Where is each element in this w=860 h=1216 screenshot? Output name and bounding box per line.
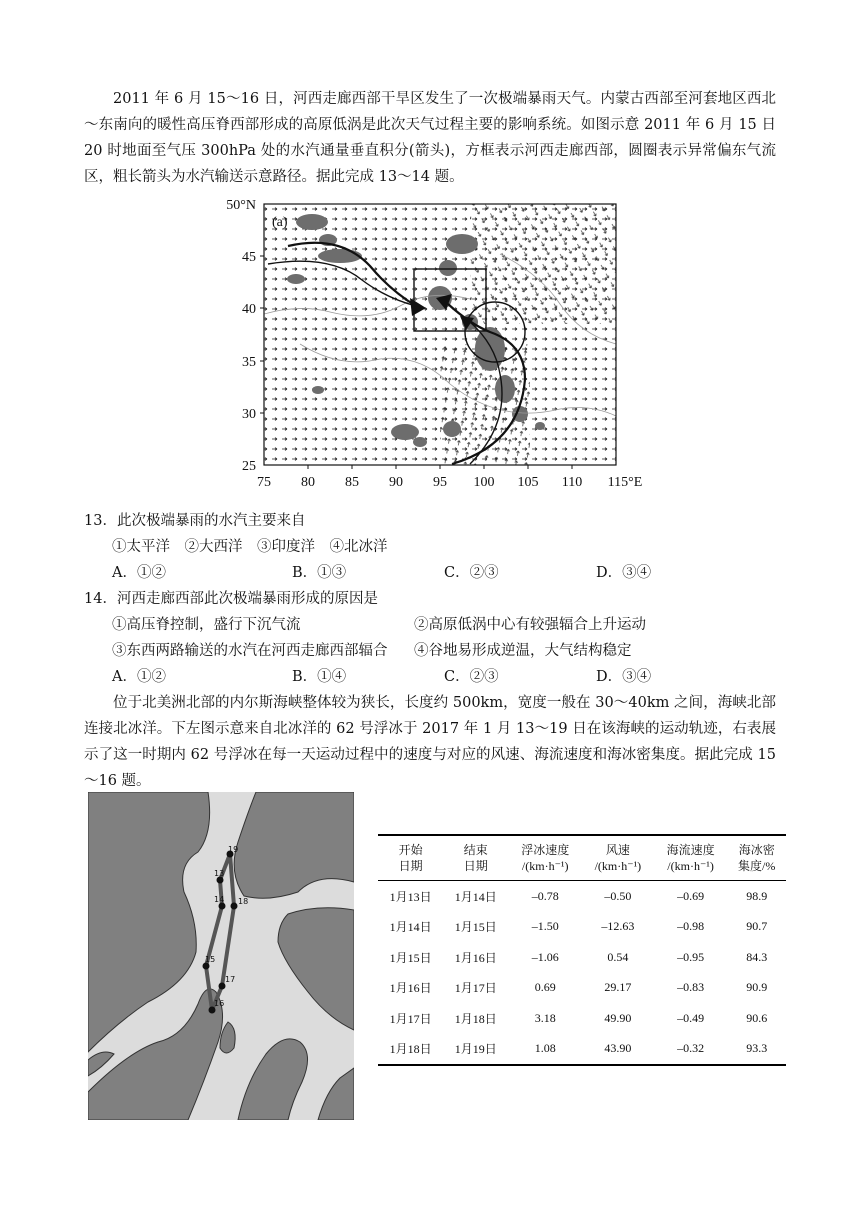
option-13-b: B．①③: [292, 565, 347, 581]
table-cell: 90.7: [746, 919, 768, 934]
header-floe-speed: 浮冰速度 /(km·h⁻¹): [508, 835, 582, 881]
question-14-item-1: ①高压脊控制，盛行下沉气流: [112, 617, 301, 633]
y-tick-label: 50°N: [226, 198, 256, 213]
header-current-speed: 海流速度 /(km·h⁻¹): [654, 835, 728, 881]
table-cell: 1月17日: [454, 981, 497, 996]
table-cell: –0.69: [677, 888, 705, 903]
track-label: 17: [225, 975, 236, 984]
table-cell: 1月18日: [454, 1011, 497, 1026]
header-start-date: 开始 日期: [378, 835, 443, 881]
track-label: 14: [214, 895, 225, 904]
table-cell: –0.50: [604, 888, 632, 903]
table-row: [378, 942, 786, 973]
question-14-item-3: ③东西两路输送的水汽在河西走廊西部辐合: [112, 643, 388, 659]
table-cell: –0.32: [654, 1034, 728, 1066]
table-cell: 0.54: [607, 949, 629, 964]
table-cell: 90.6: [746, 1010, 768, 1025]
x-tick-label: 90: [389, 475, 403, 490]
x-tick-label: 80: [301, 475, 315, 490]
table-cell: 1月18日: [378, 1034, 443, 1066]
option-13-a: A．①②: [112, 565, 166, 581]
table-cell: 29.17: [604, 980, 632, 995]
table-cell: 1月15日: [389, 950, 432, 965]
y-tick-label: 40: [242, 302, 256, 317]
intro-paragraph-15-16: 位于北美洲北部的内尔斯海峡整体较为狭长，长度约 500km，宽度一般在 30～40km 之间，海峡北部连接北冰洋。下左图示意来自北冰洋的 62 号浮冰于 2017 年 1 月 13～19 日在该海峡的运动轨迹，右表展示了这一时期内 62 号浮冰在每一天运动过程中的速度与对应的风速、海流速度和海冰密集度。据此完成 15～16 题。: [84, 695, 776, 789]
x-tick-label: 110: [561, 475, 583, 490]
x-tick-label: 100: [473, 475, 495, 490]
table-cell: 1月19日: [443, 1034, 508, 1066]
option-14-b: B．①④: [292, 669, 347, 685]
intro-paragraph-13-14: 2011 年 6 月 15～16 日，河西走廊西部干旱区发生了一次极端暴雨天气。内蒙古西部至河套地区西北～东南向的暖性高压脊西部形成的高原低涡是此次天气过程主要的影响系统。如图示意 2011 年 6 月 15 日 20 时地面至气压 300hPa 处的水汽通量垂直积分(箭头)，方框表示河西走廊西部，圆圈表示异常偏东气流区，粗长箭头为水汽输送示意路径。据此完成 13～14 题。: [84, 91, 776, 185]
table-cell: 1月15日: [454, 920, 497, 935]
question-14-stem: 14．河西走廊西部此次极端暴雨形成的原因是: [84, 591, 378, 607]
y-tick-label: 45: [242, 250, 256, 265]
ice-floe-track-map: [88, 792, 354, 1120]
y-tick-label: 25: [242, 459, 256, 474]
table-cell: –0.98: [677, 919, 705, 934]
panel-label: (a): [272, 215, 288, 230]
table-cell: –0.95: [677, 949, 705, 964]
option-14-c: C．②③: [444, 669, 499, 685]
table-cell: 84.3: [746, 949, 768, 964]
option-13-c: C．②③: [444, 565, 499, 581]
table-cell: 1月16日: [389, 981, 432, 996]
question-13-stem: 13．此次极端暴雨的水汽主要来自: [84, 513, 306, 529]
x-tick-label: 75: [257, 475, 271, 490]
track-label: 18: [238, 897, 249, 906]
x-tick-label: 115°E: [607, 475, 643, 490]
option-13-d: D．③④: [596, 565, 652, 581]
question-13-items: ①太平洋 ②大西洋 ③印度洋 ④北冰洋: [112, 539, 388, 555]
table-cell: 49.90: [604, 1010, 632, 1025]
table-header-row: [378, 835, 786, 881]
question-14-item-4: ④谷地易形成逆温，大气结构稳定: [414, 643, 632, 659]
table-cell: –1.06: [531, 949, 559, 964]
table-row: [378, 912, 786, 943]
x-tick-label: 85: [345, 475, 359, 490]
y-tick-label: 35: [242, 355, 256, 370]
table-row: [378, 1034, 786, 1066]
ice-floe-table: [378, 834, 786, 1066]
header-ice-concentration: 海冰密 集度/%: [727, 835, 786, 881]
track-label: 19: [228, 845, 239, 854]
x-tick-label: 105: [517, 475, 539, 490]
option-14-d: D．③④: [596, 669, 652, 685]
header-wind-speed: 风速 /(km·h⁻¹): [582, 835, 654, 881]
table-row: [378, 881, 786, 912]
table-cell: 93.3: [727, 1034, 786, 1066]
table-cell: 3.18: [534, 1010, 556, 1025]
table-row: [378, 1003, 786, 1034]
table-cell: 1月17日: [389, 1011, 432, 1026]
question-14-item-2: ②高原低涡中心有较强辐合上升运动: [414, 617, 646, 633]
track-label: 15: [205, 955, 216, 964]
table-cell: –0.78: [531, 888, 559, 903]
table-cell: 1月13日: [389, 889, 432, 904]
track-label: 16: [214, 999, 225, 1008]
table-row: [378, 973, 786, 1004]
table-cell: –0.49: [677, 1010, 705, 1025]
table-cell: 1月16日: [454, 950, 497, 965]
table-cell: –0.83: [677, 980, 705, 995]
table-cell: –12.63: [601, 919, 635, 934]
option-14-a: A．①②: [112, 669, 166, 685]
table-cell: 0.69: [534, 980, 556, 995]
x-tick-label: 95: [433, 475, 447, 490]
y-tick-label: 30: [242, 407, 256, 422]
table-cell: 43.90: [582, 1034, 654, 1066]
table-cell: 90.9: [746, 980, 768, 995]
water-vapor-flux-map: [0, 194, 860, 494]
table-cell: 1月14日: [454, 889, 497, 904]
table-cell: 1月14日: [389, 920, 432, 935]
table-cell: 1.08: [508, 1034, 582, 1066]
header-end-date: 结束 日期: [443, 835, 508, 881]
table-cell: 98.9: [746, 888, 768, 903]
table-cell: –1.50: [531, 919, 559, 934]
track-label: 13: [214, 869, 225, 878]
